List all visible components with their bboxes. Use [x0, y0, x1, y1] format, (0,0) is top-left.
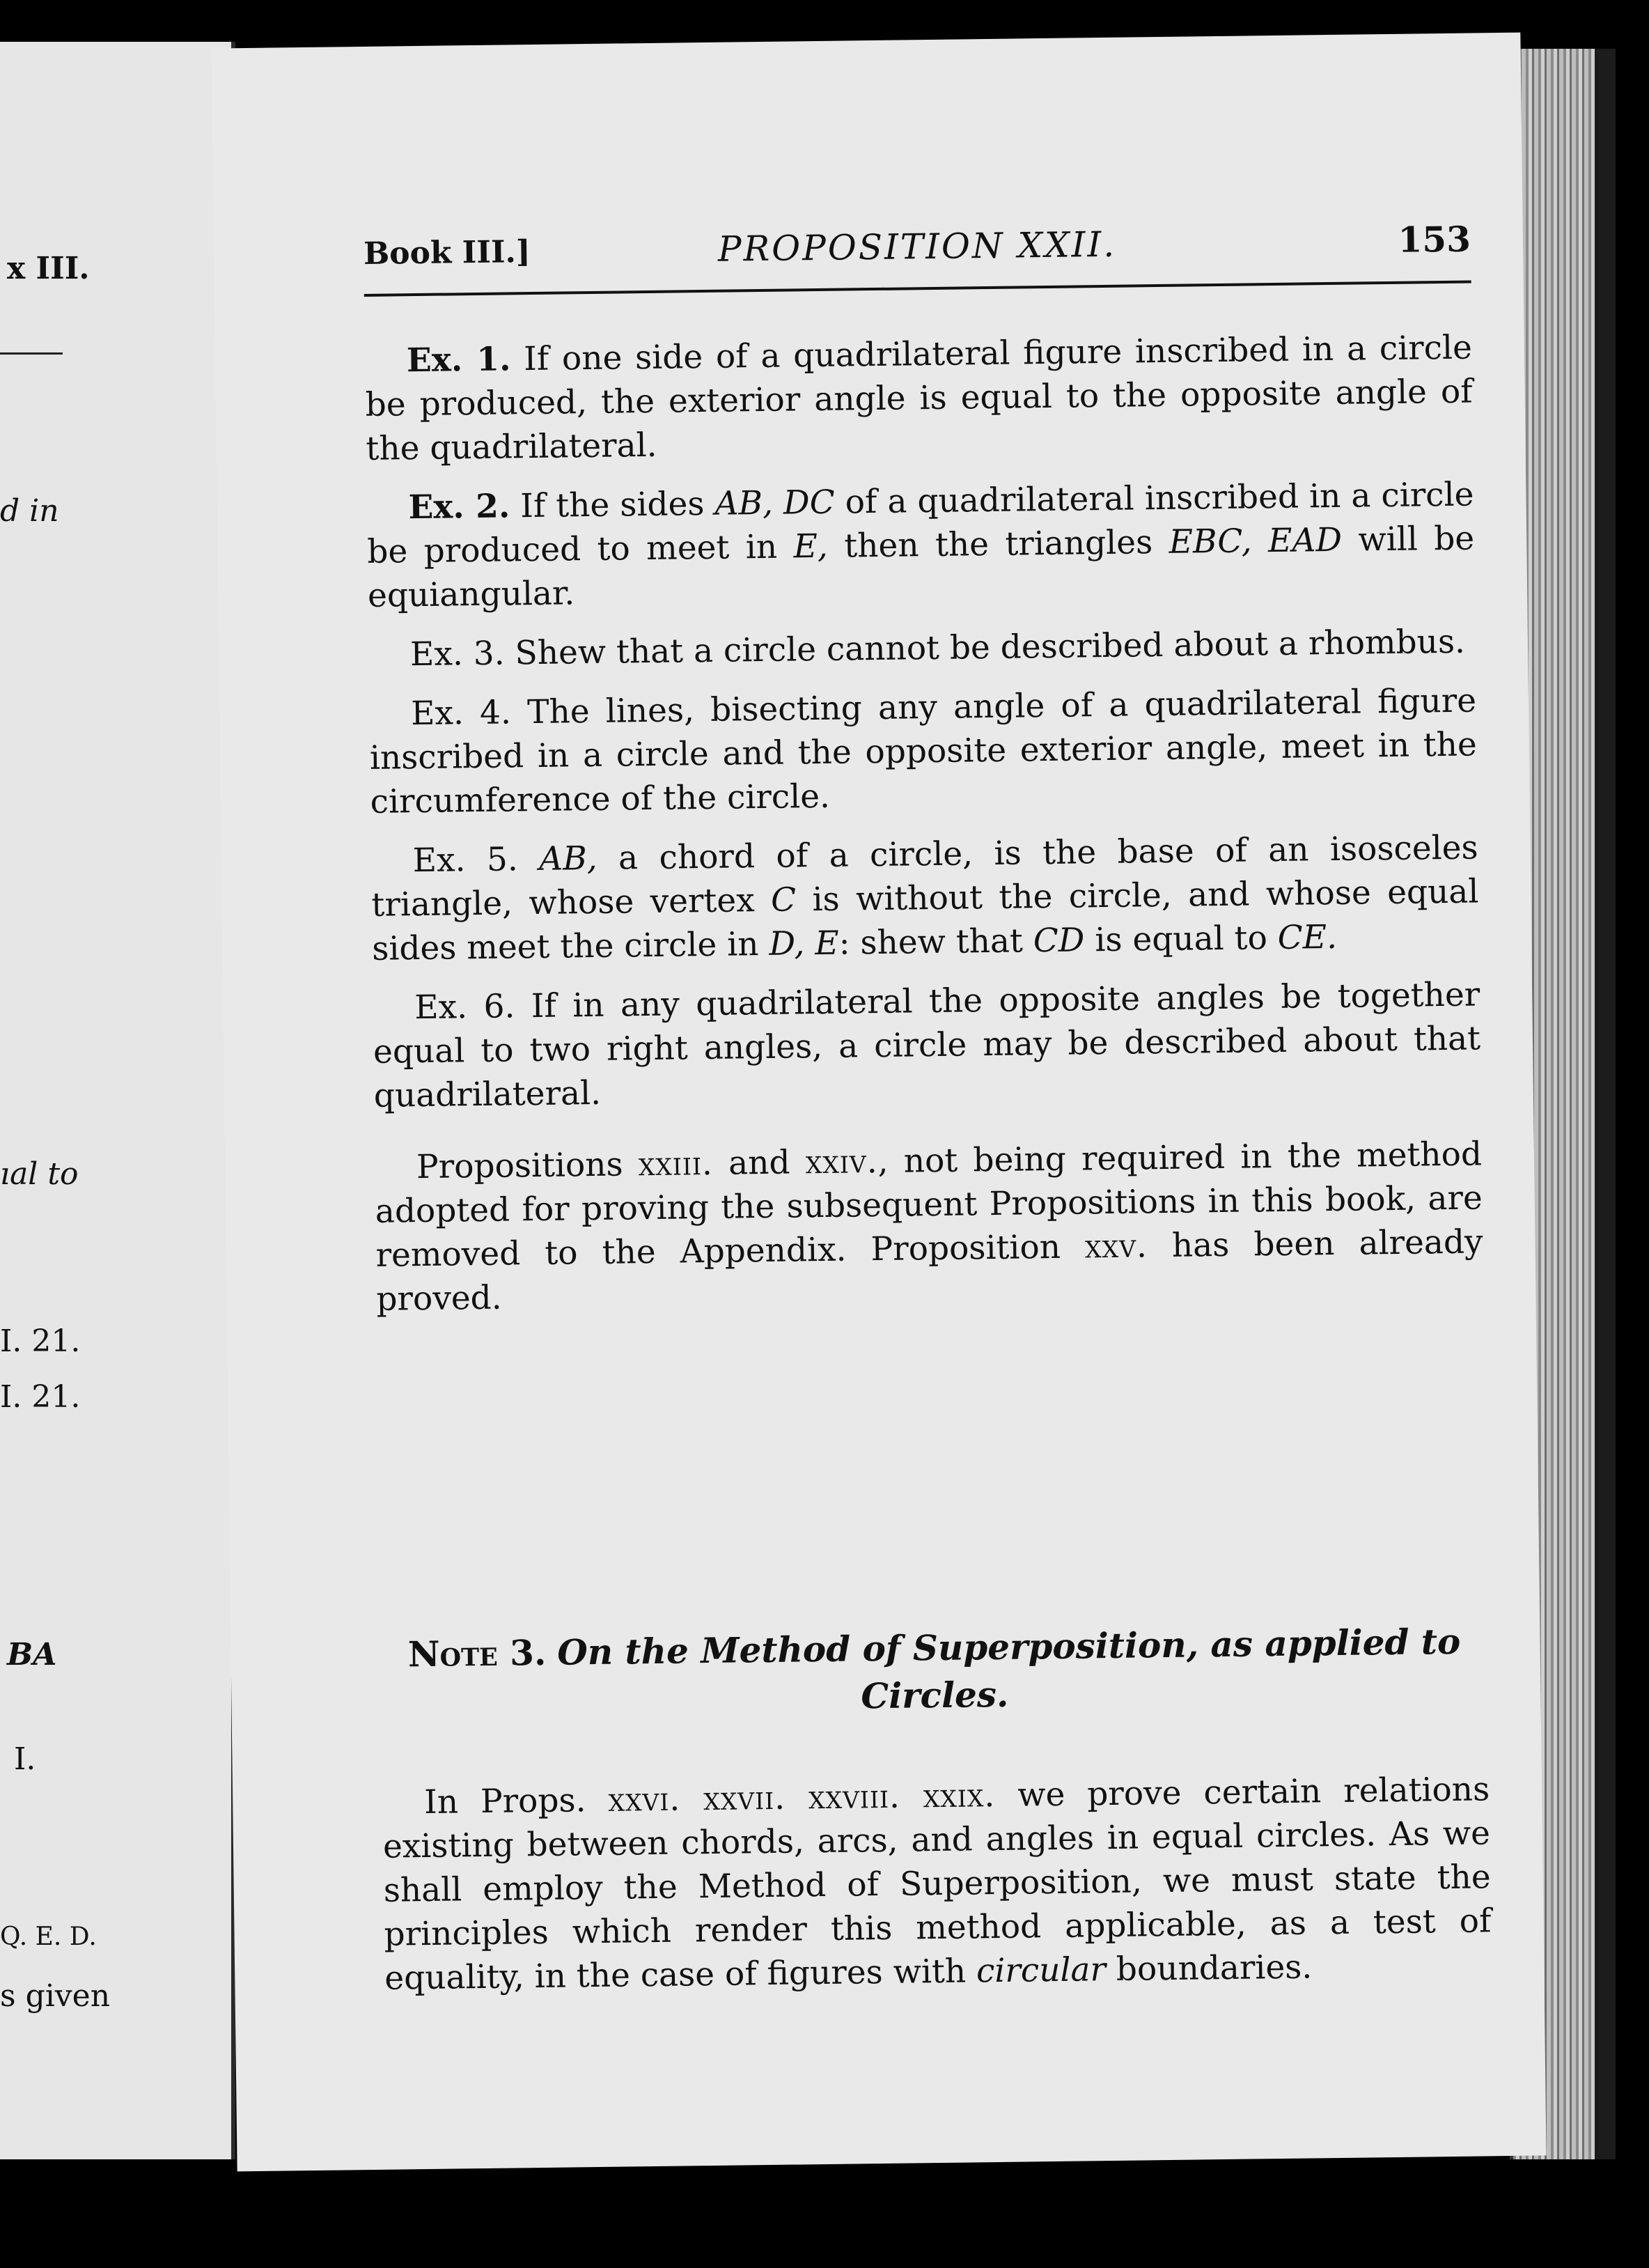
exercise-text [370, 681, 1478, 821]
page-edge-shadow [1595, 49, 1616, 2159]
note-3-body [382, 1767, 1492, 2015]
left-fragment: d in [0, 493, 59, 529]
exercise-text [373, 975, 1481, 1114]
italic-run: CE. [1277, 917, 1338, 957]
note-heading: On the Method of Superposition, as applied to Circles. [556, 1620, 1461, 1717]
text-run: , not being required in the method adopted for proving the subsequent Propositions in this book, are removed to the Appendix. Proposition [375, 1135, 1483, 1275]
text-run: of a quadrilateral inscribed in a circle be produced to meet in [366, 475, 1474, 571]
italic-run: E, [793, 527, 829, 566]
text-run: If the sides [519, 484, 715, 526]
book-label: Book III.] [363, 234, 531, 272]
book-page [211, 33, 1546, 2172]
exercise-text [365, 329, 1473, 468]
italic-run: C [770, 880, 797, 919]
italic-run: CD [1033, 921, 1085, 961]
text-run: will be equiangular. [367, 519, 1475, 615]
exercise-text [371, 828, 1479, 968]
text-run: In Props. [423, 1780, 609, 1822]
italic-run: circular [976, 1950, 1107, 1991]
left-fragment: Q. E. D. [0, 1923, 97, 1951]
text-run: and [712, 1143, 806, 1183]
text-run: Propositions [416, 1145, 639, 1187]
exercise-text [367, 475, 1475, 614]
text-run: has been already proved. [376, 1222, 1483, 1319]
note-3-paragraph [382, 1767, 1492, 2000]
text-run: The lines, bisecting any angle of a quadrilateral figure inscribed in a circle and the opposite exterior angle, meet in the circumference of the circle. [369, 681, 1478, 821]
roman-numeral-run: xxiii. [638, 1144, 714, 1184]
left-fragment: I. 21. [0, 1379, 81, 1415]
page-number: 153 [1398, 218, 1471, 261]
exercise-2 [366, 472, 1475, 617]
text-run: : shew that [838, 922, 1034, 963]
exercises-block [365, 326, 1484, 1337]
page-title: PROPOSITION XXII. [717, 224, 1117, 270]
running-header [364, 215, 1471, 284]
note-label: Note 3. [407, 1631, 547, 1675]
roman-numeral-run: xxvi. xxvii. xxviii. xxix. [608, 1776, 996, 1819]
exercise-text [515, 623, 1465, 673]
note-3-title [380, 1617, 1489, 1725]
exercise-label: Ex. 1. [406, 340, 511, 380]
exercise-label: Ex. 3. [409, 634, 505, 674]
left-fragment: s given [0, 1978, 111, 2014]
text-run: Shew that a circle cannot be described about a rhombus. [515, 622, 1466, 673]
left-fragment: x III. [7, 251, 90, 286]
left-fragment: BA [7, 1637, 57, 1672]
italic-run: AB, DC [714, 483, 835, 523]
exercise-4 [369, 678, 1478, 823]
exercise-1 [365, 326, 1474, 471]
text-run: is equal to [1084, 918, 1279, 960]
text-run: If in any quadrilateral the opposite angles be together equal to two right angles, a circle may be described about that quadrilateral. [373, 975, 1481, 1115]
exercise-3 [368, 619, 1476, 676]
left-header-rule [0, 352, 63, 355]
italic-run: AB, [538, 839, 597, 878]
left-fragment: I. [14, 1741, 36, 1777]
exercise-label: Ex. 2. [408, 487, 510, 527]
text-run: we prove certain relations existing between chords, arcs, and angles in equal circles. As we shall employ the Method of Superposition, we must state the principles which render this method applicable, as a test of equality, in the case of figures with [382, 1770, 1492, 1998]
exercise-label: Ex. 4. [410, 693, 512, 733]
left-fragment: ıal to [0, 1156, 79, 1192]
left-fragment: I. 21. [0, 1323, 81, 1359]
exercise-label: Ex. 5. [412, 840, 519, 880]
exercise-6 [373, 972, 1481, 1117]
exercise-5 [370, 825, 1479, 970]
italic-run: D, E [769, 924, 839, 963]
propositions-note [375, 1132, 1484, 1321]
header-rule [364, 281, 1471, 297]
roman-numeral-run: xxv. [1084, 1227, 1148, 1266]
text-run: then the triangles [827, 522, 1169, 566]
exercise-label: Ex. 6. [414, 987, 515, 1027]
text-run: is without the circle, and whose equal sides meet the circle in [371, 872, 1479, 968]
text-run: boundaries. [1105, 1948, 1313, 1989]
text-run: If one side of a quadrilateral figure inscribed in a circle be produced, the exterior angle is equal to the opposite angle of the quadrilateral. [365, 328, 1473, 468]
text-run: a chord of a circle, is the base of an isosceles triangle, whose vertex [371, 828, 1478, 924]
italic-run: EBC, EAD [1169, 520, 1343, 561]
roman-numeral-run: xxiv. [805, 1142, 878, 1182]
facing-page [0, 42, 235, 2159]
